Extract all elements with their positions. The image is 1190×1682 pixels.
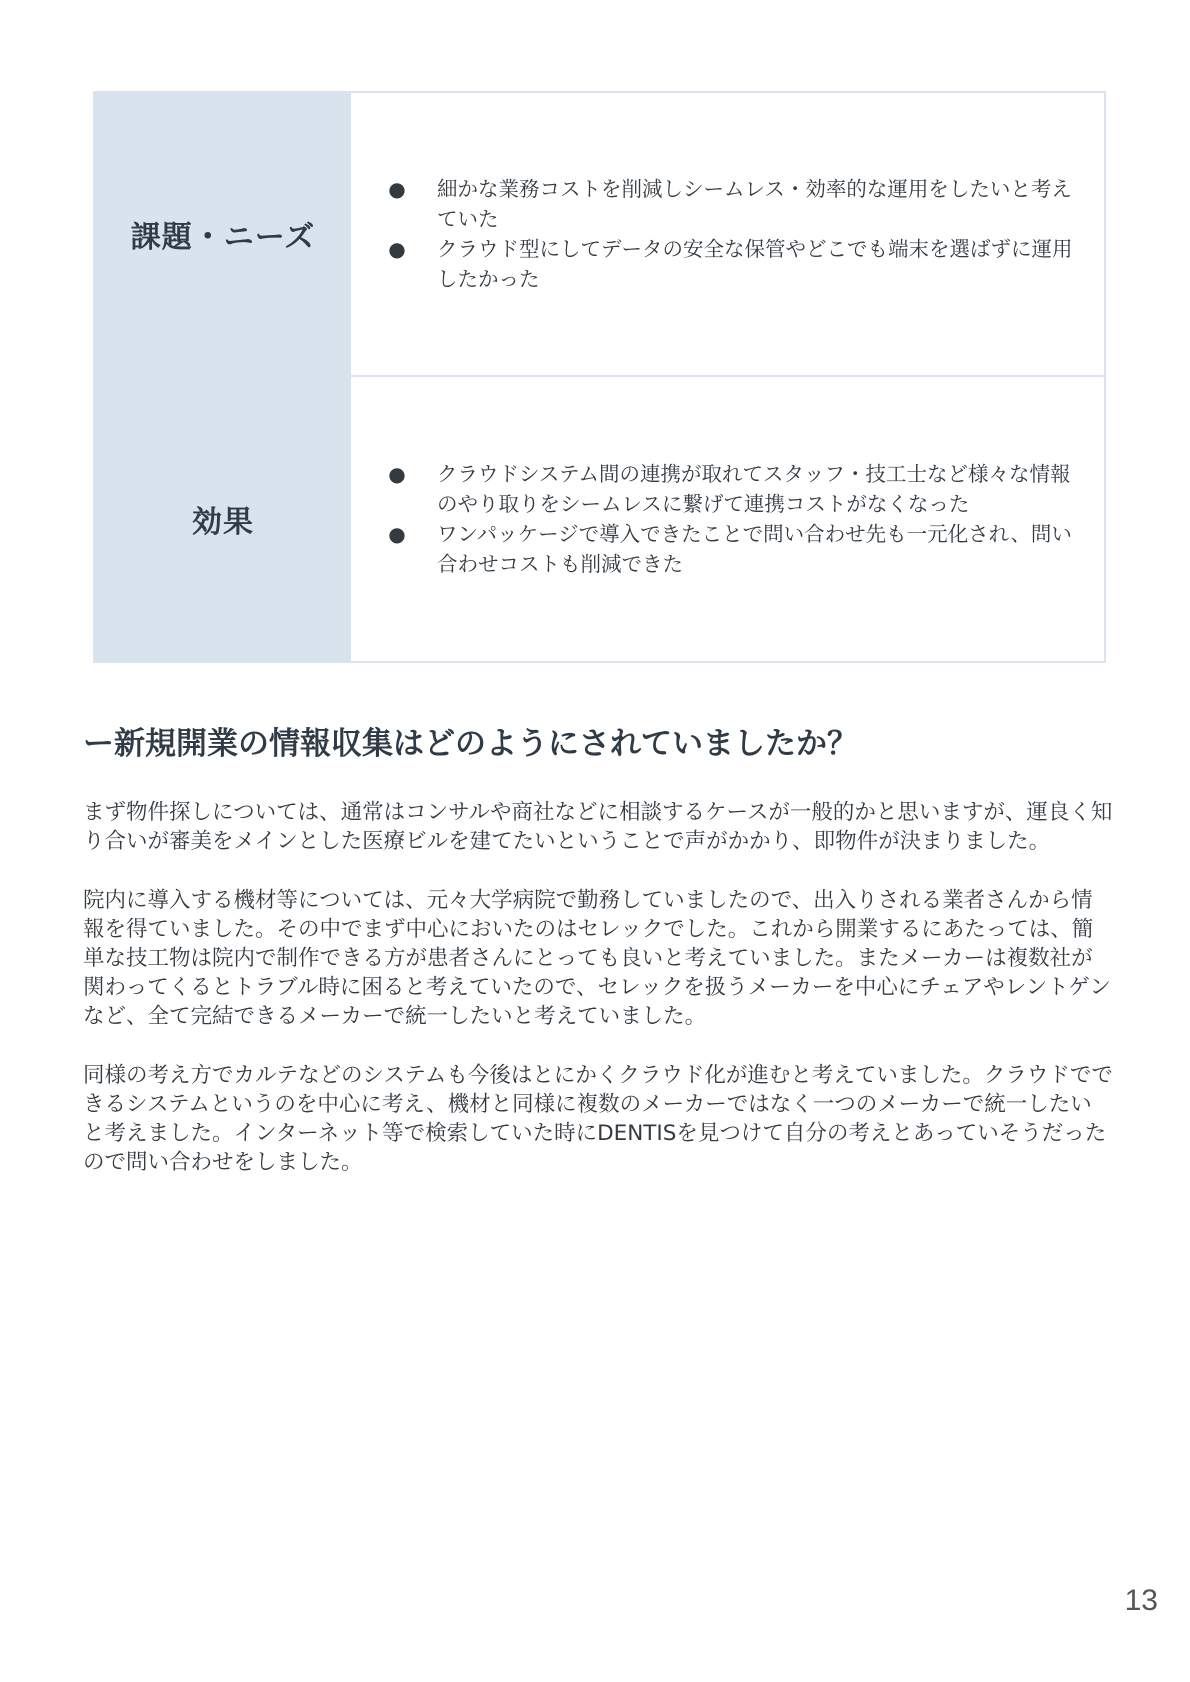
info-table xyxy=(93,91,1106,663)
paragraph-equipment: 院内に導入する機材等については、元々大学病院で勤務していましたので、出入りされる業者さんから情報を得ていました。その中でまず中心においたのはセレックでした。これから開業するにあたっては、簡単な技工物は院内で制作できる方が患者さんにとっても良いと考えていました。またメーカーは複数社が関わってくるとトラブル時に困ると考えていたので、セレックを扱うメーカーを中心にチェアやレントゲンなど、全て完結できるメーカーで統一したいと考えていました。 xyxy=(83,888,1111,1029)
page-number: 13 xyxy=(1124,1584,1158,1617)
bullet-text: ワンパッケージで導入できたことで問い合わせ先も一元化され、問い合わせコストも削減できた xyxy=(437,522,1072,576)
bullet-icon: ● xyxy=(388,237,406,261)
bullet-text: クラウド型にしてデータの安全な保管やどこでも端末を選ばずに運用したかった xyxy=(437,237,1073,291)
body-text xyxy=(83,798,1113,1207)
bullet-text: 細かな業務コストを削減しシームレス・効率的な運用をしたいと考えていた xyxy=(437,177,1072,231)
table-row-content-needs xyxy=(351,93,1104,377)
bullet-icon: ● xyxy=(388,462,406,486)
bullet-icon: ● xyxy=(388,177,406,201)
table-row-content-effects xyxy=(351,377,1104,661)
effects-bullet-list xyxy=(387,459,1074,579)
list-item xyxy=(387,234,1074,294)
needs-bullet-list xyxy=(387,174,1074,294)
table-row-label-effects xyxy=(95,377,351,661)
list-item xyxy=(387,459,1074,519)
list-item xyxy=(387,174,1074,234)
list-item xyxy=(387,519,1074,579)
paragraph-property: まず物件探しについては、通常はコンサルや商社などに相談するケースが一般的かと思いますが、運良く知り合いが審美をメインとした医療ビルを建てたいということで声がかかり、即物件が決まりました。 xyxy=(83,800,1113,854)
needs-label: 課題・ニーズ xyxy=(130,220,316,255)
section-heading: ー新規開業の情報収集はどのようにされていましたか？ xyxy=(83,726,858,762)
bullet-icon: ● xyxy=(388,522,406,546)
bullet-text: クラウドシステム間の連携が取れてスタッフ・技工士など様々な情報のやり取りをシームレスに繋げて連携コストがなくなった xyxy=(437,462,1071,516)
effects-label: 効果 xyxy=(192,505,254,540)
paragraph-system: 同様の考え方でカルテなどのシステムも今後はとにかくクラウド化が進むと考えていました。クラウドでできるシステムというのを中心に考え、機材と同様に複数のメーカーではなく一つのメーカーで統一したいと考えました。インターネット等で検索していた時にDENTISを見つけて自分の考えとあっていそうだったので問い合わせをしました。 xyxy=(83,1063,1113,1175)
table-row-label-needs xyxy=(95,93,351,377)
